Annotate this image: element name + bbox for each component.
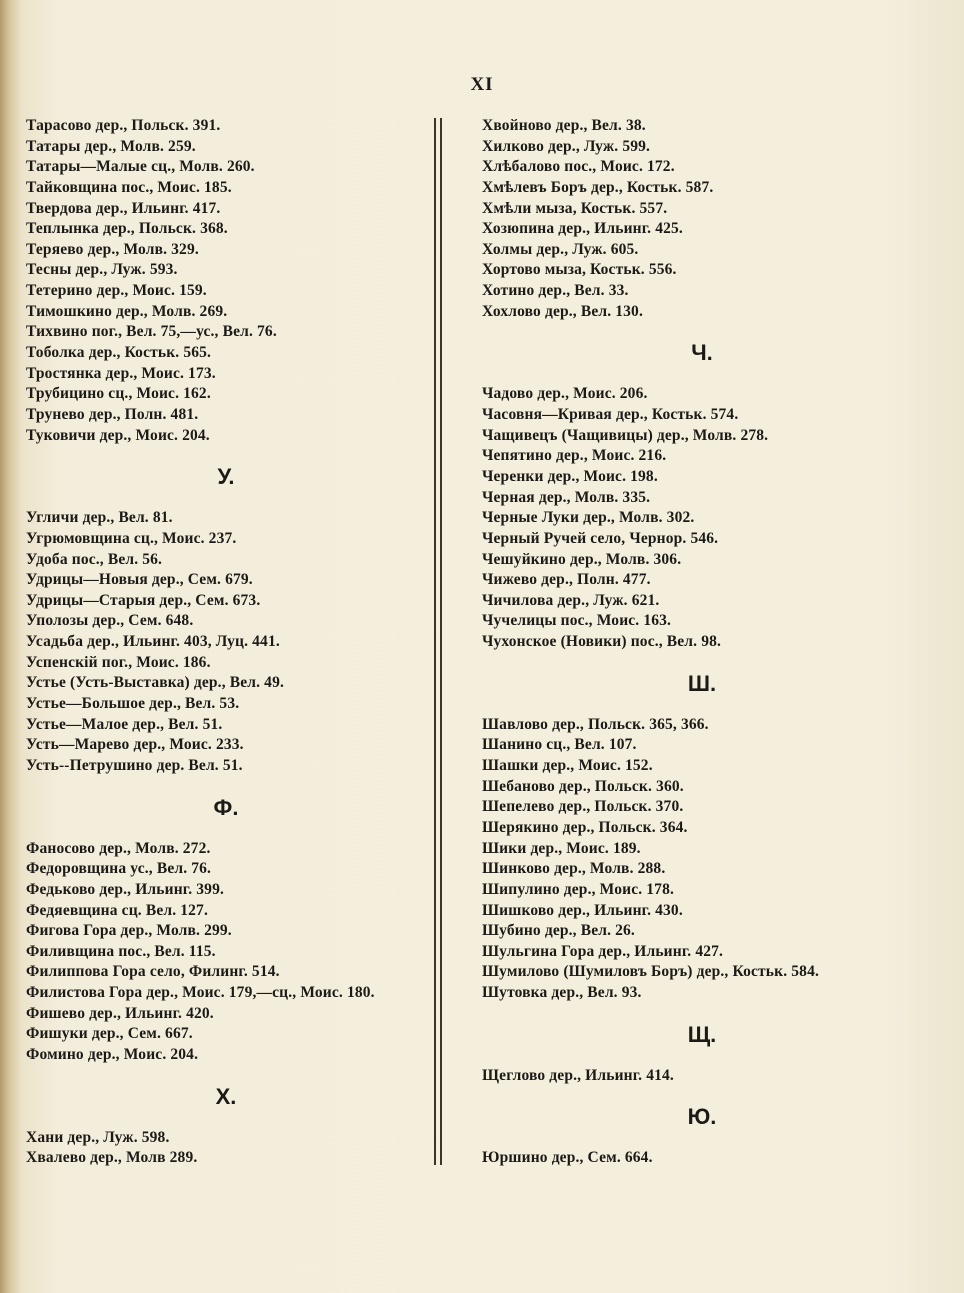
index-entry: Трунево дер., Полн. 481. — [26, 405, 199, 423]
index-entry: Фишуки дер., Сем. 667. — [26, 1025, 193, 1043]
section-letter-heading: Щ. — [687, 1021, 717, 1047]
index-entry: Устье—Малое дер., Вел. 51. — [26, 715, 223, 733]
right-column — [482, 116, 922, 1169]
page-number: XI — [470, 74, 494, 95]
index-entry: Шанино сц., Вел. 107. — [482, 736, 637, 754]
index-entry: Шумилово (Шумиловъ Боръ) дер., Костьк. 584. — [482, 963, 819, 981]
index-entry: Федоровщина ус., Вел. 76. — [26, 860, 212, 878]
index-entry: Шутовка дер., Вел. 93. — [482, 984, 642, 1002]
index-entry: Чешуйкино дер., Молв. 306. — [482, 550, 682, 568]
index-entry: Хани дер., Луж. 598. — [26, 1128, 170, 1146]
index-entry: Туковичи дер., Моис. 204. — [26, 426, 210, 444]
section-letter-heading: У. — [217, 464, 235, 490]
index-entry: Угличи дер., Вел. 81. — [26, 509, 173, 527]
index-entry: Трубицино сц., Моис. 162. — [26, 385, 211, 403]
index-entry: Чащивецъ (Чащивицы) дер., Молв. 278. — [482, 426, 769, 444]
index-entry: Фомино дер., Моис. 204. — [26, 1045, 199, 1063]
index-entry: Татары дер., Молв. 259. — [26, 137, 196, 155]
index-entry: Щеглово дер., Ильинг. 414. — [482, 1066, 674, 1084]
index-entry: Чучелицы пос., Моис. 163. — [482, 612, 672, 630]
column-divider-line — [440, 118, 442, 1165]
section-letter-heading: Ш. — [687, 670, 717, 696]
section-letter-heading: Х. — [215, 1083, 237, 1109]
index-entry: Часовня—Кривая дер., Костьк. 574. — [482, 406, 739, 424]
index-entry: Хлѣбалово пос., Моис. 172. — [482, 158, 675, 176]
index-entry: Тростянка дер., Моис. 173. — [26, 364, 216, 382]
index-entry: Хвалево дер., Молв 289. — [26, 1149, 198, 1167]
index-entry: Хвойново дер., Вел. 38. — [482, 117, 646, 134]
section-letter-heading: Ю. — [687, 1104, 717, 1130]
index-entry: Удрицы—Старыя дер., Сем. 673. — [26, 591, 261, 609]
index-entry: Тесны дер., Луж. 593. — [26, 261, 178, 279]
index-entry: Шашки дер., Моис. 152. — [482, 757, 653, 775]
index-entry: Теплынка дер., Польск. 368. — [26, 220, 228, 238]
index-entry: Чичилова дер., Луж. 621. — [482, 591, 660, 609]
index-entry: Федьково дер., Ильинг. 399. — [26, 880, 224, 898]
index-entry: Тайковщина пос., Моис. 185. — [26, 178, 232, 196]
index-entry: Тимошкино дер., Молв. 269. — [26, 302, 228, 320]
index-entry: Твердова дер., Ильинг. 417. — [26, 199, 221, 217]
index-entry: Тоболка дер., Костьк. 565. — [26, 344, 212, 362]
index-entry: Шипулино дер., Моис. 178. — [482, 880, 675, 898]
index-entry: Филивщина пос., Вел. 115. — [26, 942, 216, 960]
index-entry: Татары—Малые сц., Молв. 260. — [26, 158, 255, 176]
index-entry: Чепятино дер., Моис. 216. — [482, 447, 667, 465]
index-entry: Усадьба дер., Ильинг. 403, Луц. 441. — [26, 633, 280, 651]
index-entry: Черные Луки дер., Молв. 302. — [482, 509, 695, 527]
index-entry: Шубино дер., Вел. 26. — [482, 922, 635, 940]
index-entry: Федяевщина сц. Вел. 127. — [26, 901, 208, 919]
index-entry: Шерякино дер., Польск. 364. — [482, 818, 688, 836]
section-letter-heading: Ф. — [213, 794, 239, 820]
index-entry: Тихвино пог., Вел. 75,—ус., Вел. 76. — [26, 323, 277, 341]
index-entry: Удрицы—Новыя дер., Сем. 679. — [26, 571, 253, 589]
index-entry: Чижево дер., Полн. 477. — [482, 571, 651, 589]
index-entry: Чадово дер., Моис. 206. — [482, 385, 648, 403]
index-entry: Хмѣли мыза, Костьк. 557. — [482, 199, 668, 217]
index-entry: Угрюмовщина сц., Моис. 237. — [26, 529, 237, 547]
index-entry: Хортово мыза, Костьк. 556. — [482, 261, 677, 279]
index-entry: Черная дер., Молв. 335. — [482, 488, 651, 506]
index-entry: Усть--Петрушино дер. Вел. 51. — [26, 756, 243, 774]
index-entry: Шишково дер., Ильинг. 430. — [482, 901, 683, 919]
index-entry: Шавлово дер., Польск. 365, 366. — [482, 715, 709, 733]
index-entry: Чухонское (Новики) пос., Вел. 98. — [482, 633, 722, 651]
index-entry: Уполозы дер., Сем. 648. — [26, 612, 194, 630]
index-entry: Успенскій пог., Моис. 186. — [26, 653, 211, 671]
left-column — [26, 116, 426, 1169]
column-divider-line — [434, 118, 436, 1165]
index-entry: Фигова Гора дер., Молв. 299. — [26, 922, 232, 940]
index-entry: Шики дер., Моис. 189. — [482, 839, 641, 857]
index-entry: Черенки дер., Моис. 198. — [482, 467, 658, 485]
index-entry: Фишево дер., Ильинг. 420. — [26, 1004, 214, 1022]
index-entry: Тарасово дер., Польск. 391. — [26, 117, 221, 134]
index-entry: Удоба пос., Вел. 56. — [26, 550, 163, 568]
index-entry: Хохлово дер., Вел. 130. — [482, 302, 643, 320]
index-entry: Черный Ручей село, Чернор. 546. — [482, 529, 719, 547]
section-letter-heading: Ч. — [691, 340, 713, 366]
index-entry: Хотино дер., Вел. 33. — [482, 282, 629, 300]
index-entry: Филиппова Гора село, Филинг. 514. — [26, 963, 280, 981]
index-entry: Теряево дер., Молв. 329. — [26, 240, 199, 258]
index-entry: Шинково дер., Молв. 288. — [482, 860, 666, 878]
index-entry: Усть—Марево дер., Моис. 233. — [26, 736, 244, 754]
index-entry: Филистова Гора дер., Моис. 179,—сц., Моис. 180. — [26, 984, 375, 1002]
index-entry: Шульгина Гора дер., Ильинг. 427. — [482, 942, 724, 960]
index-entry: Хилково дер., Луж. 599. — [482, 137, 651, 155]
index-entry: Фаносово дер., Молв. 272. — [26, 839, 211, 857]
index-entry: Тетерино дер., Моис. 159. — [26, 282, 207, 300]
index-entry: Устье (Усть-Выставка) дер., Вел. 49. — [26, 674, 284, 692]
index-entry: Юршино дер., Сем. 664. — [482, 1149, 653, 1167]
index-entry: Хозюпина дер., Ильинг. 425. — [482, 220, 683, 238]
index-entry: Шебаново дер., Польск. 360. — [482, 777, 684, 795]
index-entry: Холмы дер., Луж. 605. — [482, 240, 639, 258]
index-entry: Хмѣлевъ Боръ дер., Костьк. 587. — [482, 178, 714, 196]
index-entry: Шепелево дер., Польск. 370. — [482, 798, 684, 816]
index-entry: Устье—Большое дер., Вел. 53. — [26, 695, 240, 713]
